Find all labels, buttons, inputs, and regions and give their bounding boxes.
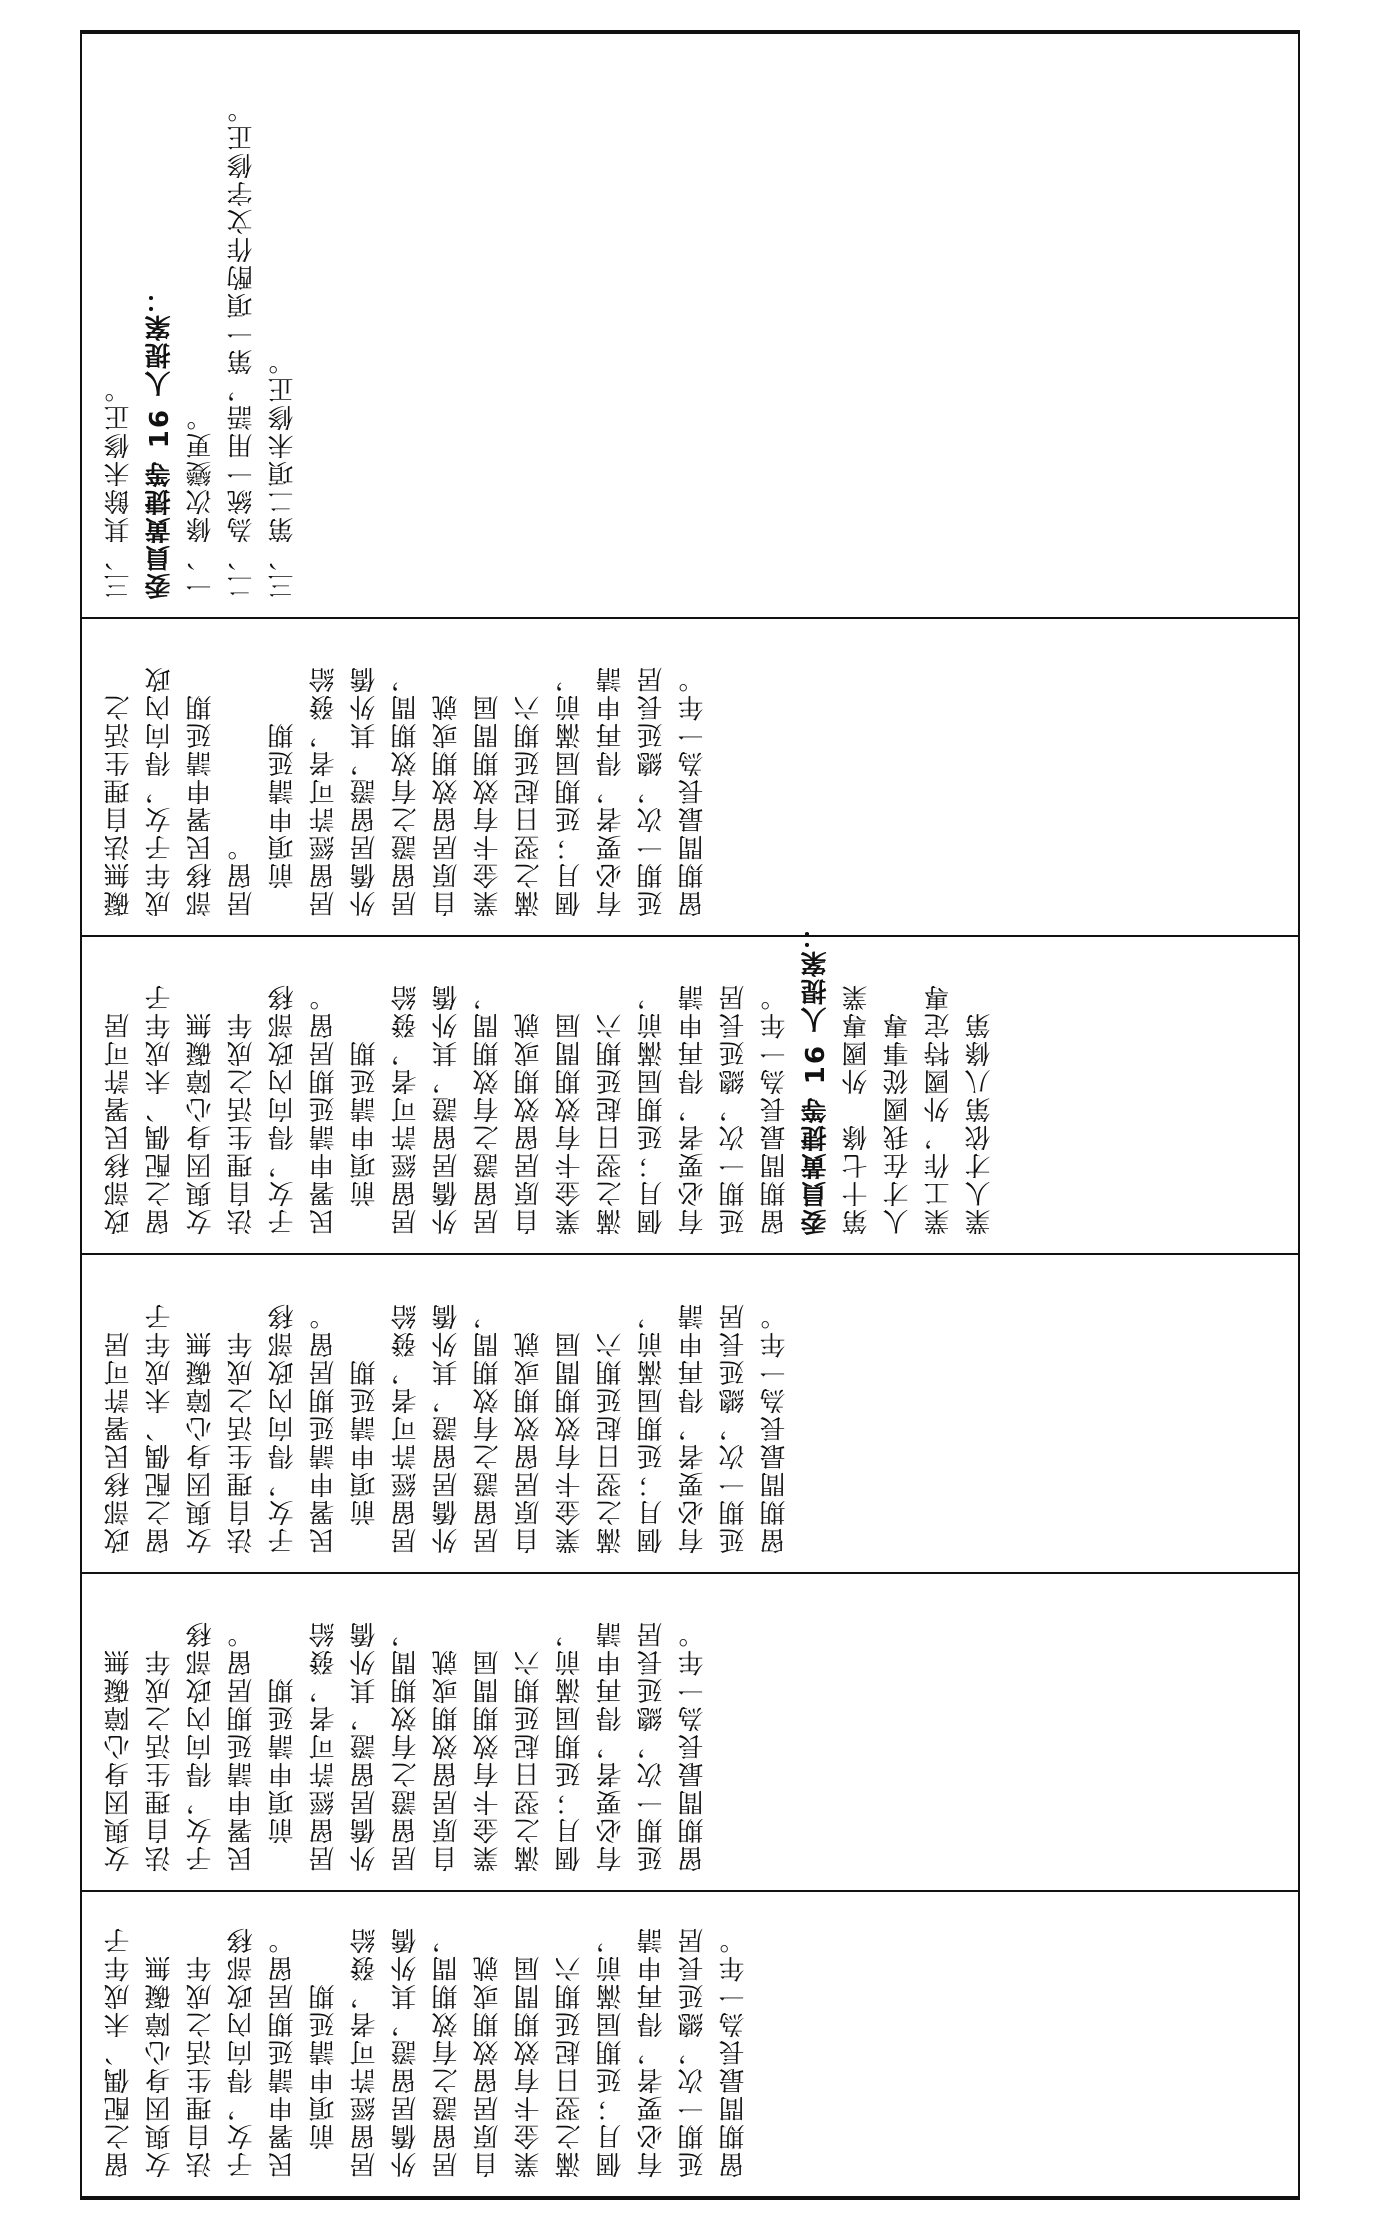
row-1-lines: [82, 1892, 1298, 2196]
text-line: 個月；延期屆滿前，: [555, 1620, 585, 1872]
text-line: 前項申請延期: [268, 721, 298, 917]
text-line: 居留。: [227, 833, 257, 917]
text-line: 自原居留效期或就: [432, 693, 462, 917]
text-line: 留期間最長為一年。: [760, 1302, 790, 1554]
text-line: 委員黃捷等 16 人提案：: [801, 920, 831, 1235]
text-line: 留期間最長為一年。: [719, 1926, 749, 2178]
text-line: 個月；延期屆滿前，: [637, 983, 667, 1235]
text-line: 滿之翌日起延期六: [514, 693, 544, 917]
text-line: 業金卡有效期間屆: [473, 1648, 503, 1872]
text-line: 居留證之有效期間，: [391, 1620, 421, 1872]
text-line: 民署申請延期居留。: [309, 983, 339, 1235]
text-line: 個月；延期屆滿前，: [555, 665, 585, 917]
text-line: 業工作，外國特定專: [924, 983, 954, 1235]
text-line: 個月；延期屆滿前，: [637, 1302, 667, 1554]
text-line: 法自理生活之成年: [227, 1330, 257, 1554]
text-line: 三、第二項未修正。: [268, 347, 298, 599]
text-line: 政部移民署許可居: [104, 1011, 134, 1235]
right-border: [1298, 34, 1300, 2196]
text-line: 外僑居留證，其外僑: [391, 1926, 421, 2178]
text-line: 部移民署申請延期: [186, 693, 216, 917]
text-line: 法自理生活之成年: [227, 1011, 257, 1235]
text-line: 自原居留效期或就: [514, 1011, 544, 1235]
text-line: 延期一次，總延長居: [678, 1926, 708, 2178]
text-line: 三、其餘未修正。: [104, 375, 134, 599]
row-3-lines: [82, 1255, 1298, 1572]
text-line: 女與因身心障礙無: [104, 1648, 134, 1872]
text-line: 第十七條 外國專業: [842, 983, 872, 1235]
text-line: 延期一次，總延長居: [637, 665, 667, 917]
text-line: 有必要者，得再申請: [596, 665, 626, 917]
text-line: 政部移民署許可居: [104, 1330, 134, 1554]
text-line: 前項申請延期: [268, 1676, 298, 1872]
text-line: 留期間最長為一年。: [678, 1620, 708, 1872]
text-line: 滿之翌日起延期六: [514, 1648, 544, 1872]
table-row-6: [82, 36, 1298, 617]
text-line: 前項申請延期: [350, 1358, 380, 1554]
text-line: 居留證之有效期間，: [432, 1926, 462, 2178]
text-line: 留期間最長為一年。: [760, 983, 790, 1235]
text-line: 民署申請延期居留。: [268, 1926, 298, 2178]
text-line: 有必要者，得再申請: [637, 1926, 667, 2178]
text-line: 子女，得向內政部移: [268, 1302, 298, 1554]
table-row-4: [82, 920, 1298, 1253]
text-line: 自原居留效期或就: [473, 1954, 503, 2178]
text-line: 留之配偶、未成年子: [145, 1302, 175, 1554]
row-5-lines: [82, 619, 1298, 935]
text-line: 延期一次，總延長居: [637, 1620, 667, 1872]
text-line: 有必要者，得再申請: [678, 983, 708, 1235]
text-line: 有必要者，得再申請: [678, 1302, 708, 1554]
text-line: 女與因身心障礙無: [145, 1954, 175, 2178]
text-line: 前項申請延期: [350, 1039, 380, 1235]
text-line: 業金卡有效期間屆: [514, 1954, 544, 2178]
text-line: 外僑居留證，其外僑: [432, 1302, 462, 1554]
table-row-3: [82, 1255, 1298, 1572]
text-line: 業人才依第八條第: [965, 1011, 995, 1235]
table-row-5: [82, 619, 1298, 935]
text-line: 成年子女，得向內政: [145, 665, 175, 917]
text-line: 留之配偶、未成年子: [145, 983, 175, 1235]
text-line: 滿之翌日起延期六: [555, 1954, 585, 2178]
row-2-lines: [82, 1574, 1298, 1890]
text-line: 人才在我國從事專: [883, 1011, 913, 1235]
text-line: 滿之翌日起延期六: [596, 1330, 626, 1554]
text-line: 個月；延期屆滿前，: [596, 1926, 626, 2178]
text-line: 法自理生活之成年: [186, 1954, 216, 2178]
text-line: 業金卡有效期間屆: [555, 1011, 585, 1235]
text-line: 居留經許可者，發給: [391, 983, 421, 1235]
text-line: 外僑居留證，其外僑: [350, 1620, 380, 1872]
row-6-lines: [82, 36, 1298, 617]
text-line: 民署申請延期居留。: [227, 1620, 257, 1872]
text-line: 子女，得向內政部移: [268, 983, 298, 1235]
text-line: 自原居留效期或就: [514, 1330, 544, 1554]
text-line: 外僑居留證，其外僑: [350, 665, 380, 917]
text-line: 居留經許可者，發給: [391, 1302, 421, 1554]
text-line: 委員黃捷等 16 人提案：: [145, 284, 175, 599]
text-line: 女與因身心障礙無: [186, 1011, 216, 1235]
text-line: 留之配偶、未成年子: [104, 1926, 134, 2178]
top-rule: [80, 30, 1300, 34]
text-line: 前項申請延期: [309, 1982, 339, 2178]
text-line: 居留經許可者，發給: [309, 665, 339, 917]
bottom-rule: [80, 2196, 1300, 2200]
text-line: 居留證之有效期間，: [473, 1302, 503, 1554]
text-line: 滿之翌日起延期六: [596, 1011, 626, 1235]
text-line: 居留證之有效期間，: [391, 665, 421, 917]
text-line: 外僑居留證，其外僑: [432, 983, 462, 1235]
text-line: 居留證之有效期間，: [473, 983, 503, 1235]
text-line: 留期間最長為一年。: [678, 665, 708, 917]
table-row-2: [82, 1574, 1298, 1890]
text-line: 礙無法自理生活之: [104, 693, 134, 917]
text-line: 延期一次，總延長居: [719, 1302, 749, 1554]
text-line: 有必要者，得再申請: [596, 1620, 626, 1872]
table-row-1: [82, 1892, 1298, 2196]
text-line: 業金卡有效期間屆: [473, 693, 503, 917]
text-line: 延期一次，總延長居: [719, 983, 749, 1235]
text-line: 子女，得向內政部移: [227, 1926, 257, 2178]
text-line: 二、為統一用語，第一項酌作文字修正。: [227, 95, 257, 599]
text-line: 自原居留效期或就: [432, 1648, 462, 1872]
text-line: 居留經許可者，發給: [350, 1926, 380, 2178]
text-line: 一、條次變更。: [186, 403, 216, 599]
text-line: 子女，得向內政部移: [186, 1620, 216, 1872]
text-line: 業金卡有效期間屆: [555, 1330, 585, 1554]
text-line: 民署申請延期居留。: [309, 1302, 339, 1554]
text-line: 女與因身心障礙無: [186, 1330, 216, 1554]
row-4-lines: [82, 920, 1298, 1253]
text-line: 居留經許可者，發給: [309, 1620, 339, 1872]
text-line: 法自理生活之成年: [145, 1648, 175, 1872]
